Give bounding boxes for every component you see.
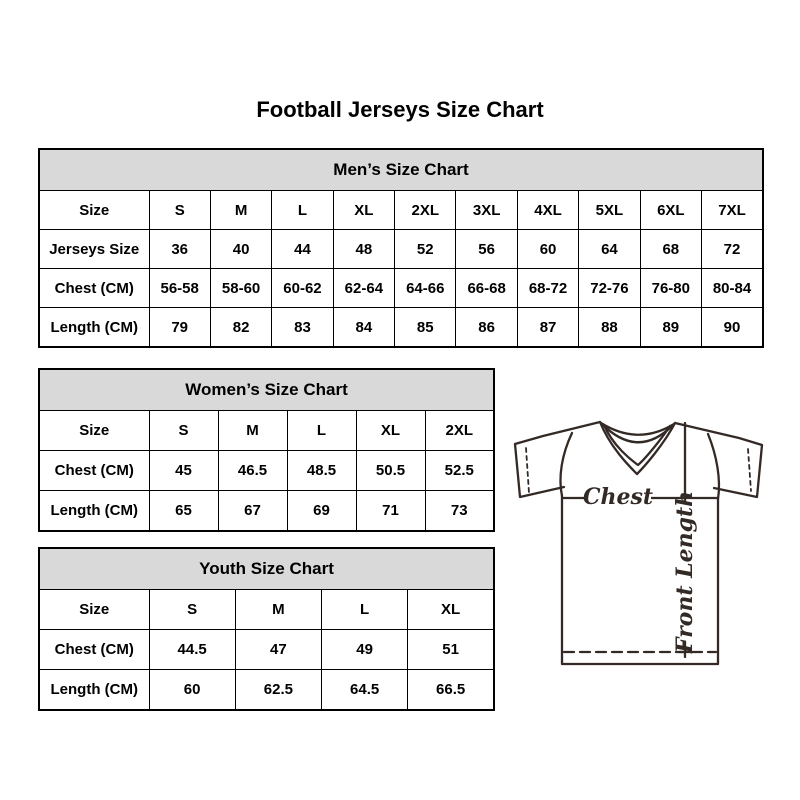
table-cell: XL	[333, 191, 394, 230]
row-header-cell: Chest (CM)	[39, 630, 149, 670]
table-cell: S	[149, 411, 218, 451]
table-cell: 48.5	[287, 451, 356, 491]
men-table-title: Men’s Size Chart	[39, 149, 763, 191]
table-cell: 62.5	[235, 670, 321, 711]
table-cell: S	[149, 191, 210, 230]
table-cell: 49	[322, 630, 408, 670]
men-table-header-row	[39, 149, 763, 191]
table-cell: 84	[333, 308, 394, 348]
table-cell: 45	[149, 451, 218, 491]
table-cell: 5XL	[579, 191, 640, 230]
table-row	[39, 491, 494, 532]
table-cell: M	[218, 411, 287, 451]
table-cell: 7XL	[702, 191, 763, 230]
table-row	[39, 590, 494, 630]
women-table-title: Women’s Size Chart	[39, 369, 494, 411]
table-cell: 40	[210, 230, 271, 269]
table-cell: 60	[149, 670, 235, 711]
table-cell: 89	[640, 308, 701, 348]
table-cell: XL	[408, 590, 494, 630]
table-cell: 3XL	[456, 191, 517, 230]
table-cell: 66.5	[408, 670, 494, 711]
row-header-cell: Jerseys Size	[39, 230, 149, 269]
row-header-cell: Size	[39, 590, 149, 630]
table-cell: 60	[517, 230, 578, 269]
youth-size-table	[38, 547, 495, 711]
table-cell: 56	[456, 230, 517, 269]
table-cell: M	[210, 191, 271, 230]
table-cell: 68-72	[517, 269, 578, 308]
table-row	[39, 269, 763, 308]
table-cell: 83	[272, 308, 333, 348]
table-cell: 4XL	[517, 191, 578, 230]
table-cell: 48	[333, 230, 394, 269]
table-cell: 72	[702, 230, 763, 269]
table-cell: XL	[356, 411, 425, 451]
table-cell: 80-84	[702, 269, 763, 308]
table-cell: L	[272, 191, 333, 230]
row-header-cell: Size	[39, 411, 149, 451]
table-cell: 88	[579, 308, 640, 348]
row-header-cell: Chest (CM)	[39, 269, 149, 308]
table-cell: 67	[218, 491, 287, 532]
table-cell: 68	[640, 230, 701, 269]
table-cell: 60-62	[272, 269, 333, 308]
table-cell: L	[287, 411, 356, 451]
row-header-cell: Length (CM)	[39, 308, 149, 348]
table-cell: 36	[149, 230, 210, 269]
table-cell: 44	[272, 230, 333, 269]
table-cell: 51	[408, 630, 494, 670]
table-cell: 79	[149, 308, 210, 348]
front-length-label: Front Length	[672, 490, 698, 654]
table-cell: 62-64	[333, 269, 394, 308]
table-cell: 50.5	[356, 451, 425, 491]
table-row	[39, 191, 763, 230]
table-row	[39, 630, 494, 670]
row-header-cell: Length (CM)	[39, 670, 149, 711]
row-header-cell: Length (CM)	[39, 491, 149, 532]
table-cell: 2XL	[395, 191, 456, 230]
table-cell: 69	[287, 491, 356, 532]
page-title: Football Jerseys Size Chart	[256, 97, 544, 122]
table-cell: 90	[702, 308, 763, 348]
table-cell: 66-68	[456, 269, 517, 308]
table-cell: 65	[149, 491, 218, 532]
table-cell: 76-80	[640, 269, 701, 308]
table-cell: S	[149, 590, 235, 630]
table-cell: L	[322, 590, 408, 630]
table-cell: 86	[456, 308, 517, 348]
table-cell: 85	[395, 308, 456, 348]
table-cell: 2XL	[425, 411, 494, 451]
mens-size-table	[38, 148, 764, 348]
table-cell: 52	[395, 230, 456, 269]
table-cell: 6XL	[640, 191, 701, 230]
jersey-left-cuff-stitch	[526, 448, 529, 493]
table-row	[39, 308, 763, 348]
table-row	[39, 411, 494, 451]
women-table-header-row	[39, 369, 494, 411]
row-header-cell: Size	[39, 191, 149, 230]
table-cell: M	[235, 590, 321, 630]
table-cell: 72-76	[579, 269, 640, 308]
table-row	[39, 670, 494, 711]
table-row	[39, 230, 763, 269]
youth-table-header-row	[39, 548, 494, 590]
jersey-right-cuff-stitch	[748, 449, 751, 491]
table-cell: 47	[235, 630, 321, 670]
row-header-cell: Chest (CM)	[39, 451, 149, 491]
table-cell: 71	[356, 491, 425, 532]
table-cell: 44.5	[149, 630, 235, 670]
table-cell: 56-58	[149, 269, 210, 308]
chest-label: Chest	[582, 484, 654, 510]
table-cell: 64.5	[322, 670, 408, 711]
table-cell: 58-60	[210, 269, 271, 308]
table-cell: 52.5	[425, 451, 494, 491]
table-cell: 64	[579, 230, 640, 269]
table-row	[39, 451, 494, 491]
table-cell: 73	[425, 491, 494, 532]
table-cell: 82	[210, 308, 271, 348]
youth-table-title: Youth Size Chart	[39, 548, 494, 590]
jersey-measurement-diagram-icon	[505, 402, 777, 674]
table-cell: 46.5	[218, 451, 287, 491]
table-cell: 64-66	[395, 269, 456, 308]
womens-size-table	[38, 368, 495, 532]
table-cell: 87	[517, 308, 578, 348]
